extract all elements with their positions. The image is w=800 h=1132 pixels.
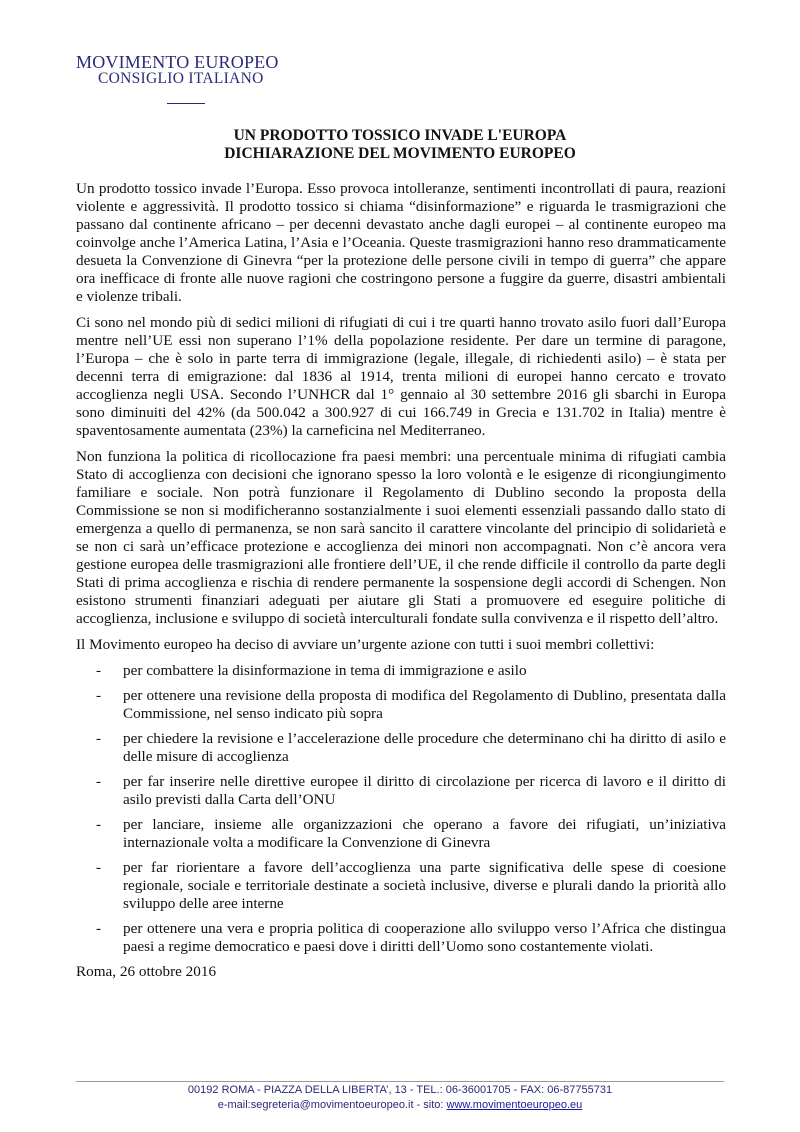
list-item — [76, 730, 726, 766]
footer-contacts — [0, 1099, 800, 1111]
bullet-marker: - — [96, 920, 102, 937]
document-title: UN PRODOTTO TOSSICO INVADE L'EUROPA — [233, 127, 567, 144]
list-item-text: per lanciare, insieme alle organizzazioni che operano a favore dei rifugiati, un’iniziativa internazionale volta a modificare la Convenzione di Ginevra — [123, 816, 726, 851]
letterhead-divider — [167, 103, 205, 104]
list-item-text: per chiedere la revisione e l’accelerazione delle procedure che determinano chi ha diritto di asilo e delle misure di accoglienza — [123, 730, 726, 765]
document-subtitle: DICHIARAZIONE DEL MOVIMENTO EUROPEO — [224, 145, 576, 162]
bullet-marker: - — [96, 816, 102, 833]
bullet-marker: - — [96, 662, 102, 679]
place-date: Roma, 26 ottobre 2016 — [76, 963, 217, 980]
list-item-text: per far riorientare a favore dell’accoglienza una parte significativa delle spese di coesione regionale, sociale e territoriale destinate a società inclusive, diverse e plurali dando la priorità allo sviluppo delle aree interne — [123, 859, 726, 912]
actions-list — [76, 662, 726, 956]
list-item-text: per ottenere una revisione della proposta di modifica del Regolamento di Dublino, presentata dalla Commissione, nel senso indicato più sopra — [123, 687, 726, 722]
list-item — [76, 859, 726, 913]
paragraph: Un prodotto tossico invade l’Europa. Esso provoca intolleranze, sentimenti incontrollati di paura, reazioni violente e aggressività. Il prodotto tossico si chiama “disinformazione” e riguarda le trasmigrazioni che passano dal continente africano – per decenni devastato anche dagli europei – al continente europeo ma coinvolge anche l’America Latina, l’Asia e l’Oceania. Queste trasmigrazioni hanno reso drammaticamente desueta la Convenzione di Ginevra “per la protezione delle persone civili in tempo di guerra” che appare ora inefficace di fronte alle nuove ragioni che costringono persone a fuggire da guerre, disastri ambientali e violenze tribali. — [76, 180, 726, 305]
list-item — [76, 816, 726, 852]
list-item — [76, 773, 726, 809]
bullet-marker: - — [96, 859, 102, 876]
org-name: MOVIMENTO EUROPEO — [76, 52, 279, 72]
list-item-text: per combattere la disinformazione in tema di immigrazione e asilo — [123, 662, 527, 679]
list-item — [76, 662, 726, 680]
list-item-text: per ottenere una vera e propria politica di cooperazione allo sviluppo verso l’Africa che distingua paesi a regime democratico e paesi dove i diritti dell’Uomo sono costantemente violati. — [123, 920, 726, 955]
paragraph: Non funziona la politica di ricollocazione fra paesi membri: una percentuale minima di rifugiati cambia Stato di accoglienza con decisioni che ignorano spesso la loro volontà e le esigenze di ricongiungimento familiare e sociale. Non potrà funzionare il Regolamento di Dublino secondo la proposta della Commissione se non si modificheranno sostanzialmente i suoi elementi essenziali passando dallo stato di emergenza a quello di permanenza, se non sarà sancito il carattere vincolante del principio di solidarietà e se non ci sarà un’efficace protezione e accoglienza dei minori non accompagnati. Non c’è ancora vera gestione europea delle trasmigrazioni alle frontiere dell’UE, il che rende difficile il controllo da parte degli Stati di prima accoglienza e rischia di rendere permanente la sospensione degli accordi di Schengen. Non esistono strumenti finanziari adeguati per aiutare gli Stati a promuovere ed eseguire politiche di accoglienza, inclusione e sviluppo di società interculturali fondate sulla convivenza e il rispetto dell’altro. — [76, 448, 726, 627]
bullet-marker: - — [96, 687, 102, 704]
org-subtitle: CONSIGLIO ITALIANO — [98, 70, 264, 87]
footer-address: 00192 ROMA - PIAZZA DELLA LIBERTA’, 13 - TEL.: 06-36001705 - FAX: 06-87755731 — [187, 1084, 613, 1096]
actions-intro: Il Movimento europeo ha deciso di avviare un’urgente azione con tutti i suoi membri collettivi: — [76, 636, 655, 653]
document-body — [76, 180, 726, 989]
list-item-text: per far inserire nelle direttive europee il diritto di circolazione per ricerca di lavoro e il diritto di asilo previsti dalla Carta dell’ONU — [123, 773, 726, 808]
website-link[interactable]: www.movimentoeuropeo.eu — [446, 1099, 583, 1111]
list-item — [76, 687, 726, 723]
footer-divider — [76, 1081, 724, 1082]
list-item — [76, 920, 726, 956]
bullet-marker: - — [96, 773, 102, 790]
paragraph: Ci sono nel mondo più di sedici milioni di rifugiati di cui i tre quarti hanno trovato asilo fuori dall’Europa mentre nell’UE essi non superano l’1% della popolazione residente. Per dare un termine di paragone, l’Europa – che è solo in parte terra di immigrazione (legale, illegale, di richiedenti asilo) – è stata per decenni terra di emigrazione: dal 1836 al 1914, trenta milioni di europei hanno cercato e trovato accoglienza negli USA. Secondo l’UNHCR dal 1° gennaio al 30 settembre 2016 gli sbarchi in Europa sono diminuiti del 42% (da 500.042 a 300.927 di cui 166.749 in Grecia e 131.702 in Italia) mentre è spaventosamente aumentata (23%) la carneficina nel Mediterraneo. — [76, 314, 726, 439]
bullet-marker: - — [96, 730, 102, 747]
footer-email: e-mail:segreteria@movimentoeuropeo.it - sito: — [217, 1099, 447, 1111]
